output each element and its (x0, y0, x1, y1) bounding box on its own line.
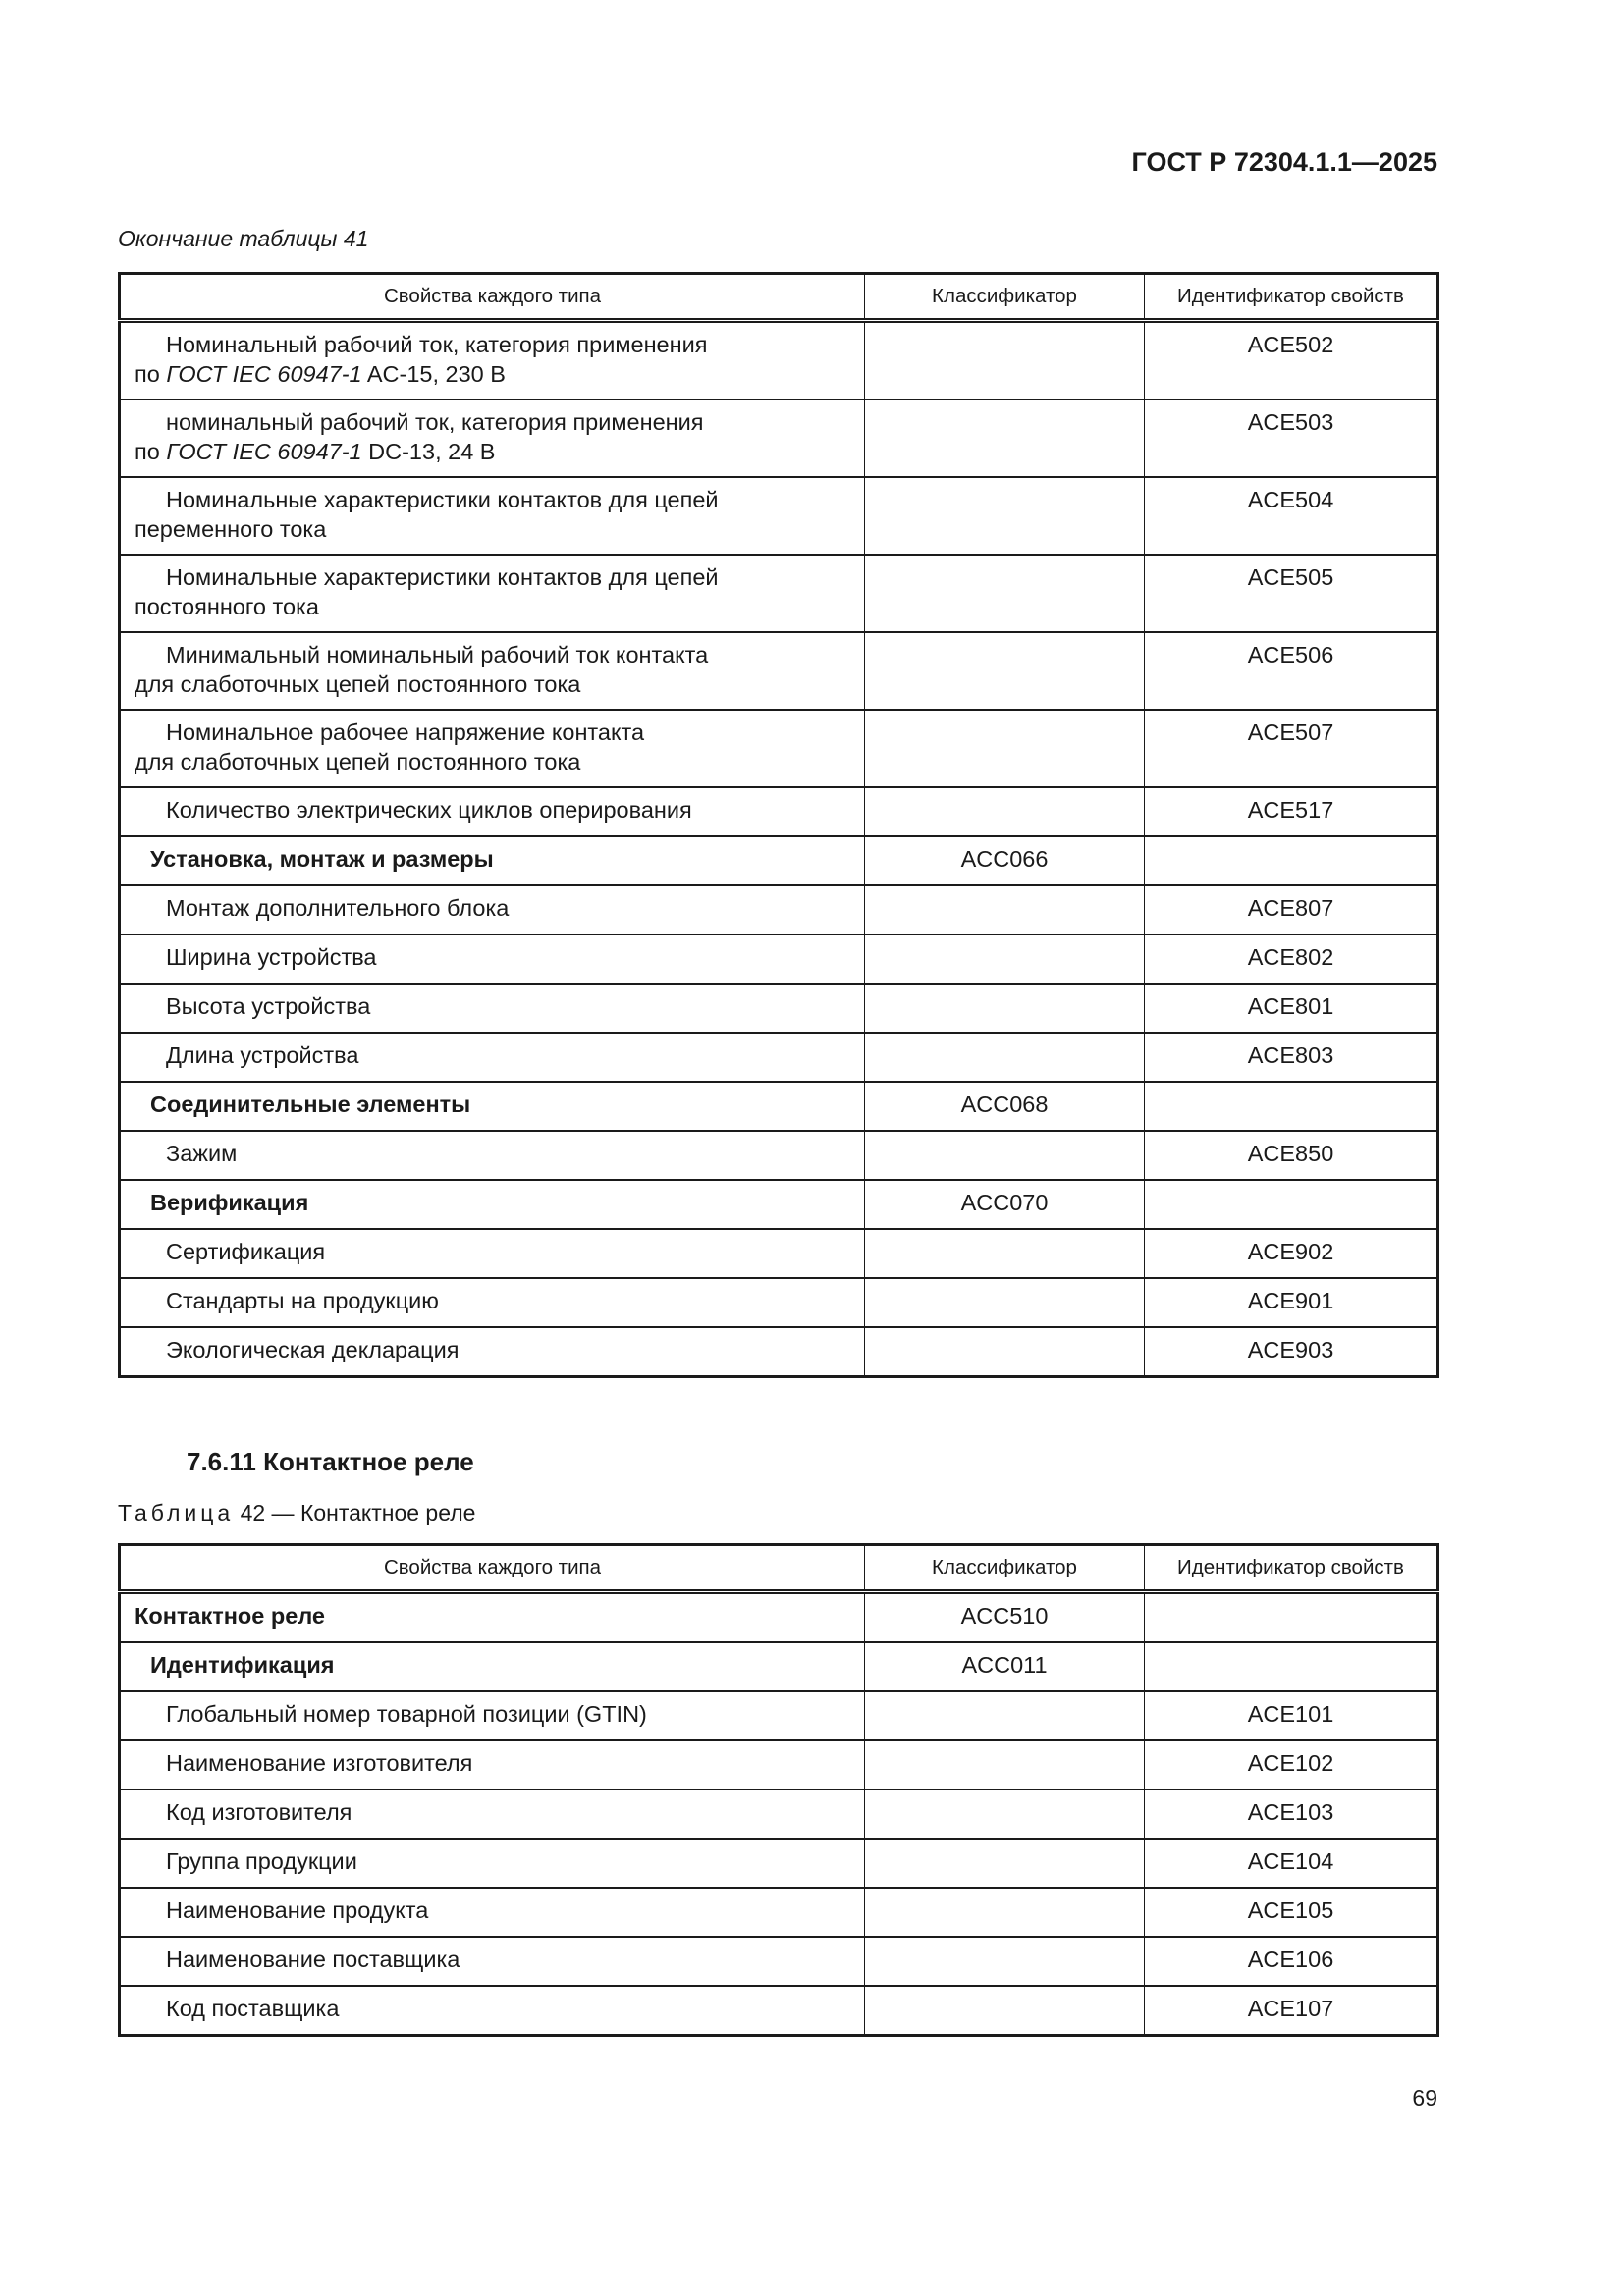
classifier-cell (865, 1986, 1145, 2036)
standard-reference: ГОСТ IEC 60947-1 (166, 439, 362, 464)
property-name-cell (120, 477, 865, 555)
table-caption-word: Таблица (118, 1500, 235, 1525)
property-name-cell (120, 984, 865, 1033)
document-code: ГОСТ Р 72304.1.1—2025 (1131, 147, 1437, 177)
property-id-cell: ACE102 (1145, 1740, 1438, 1789)
classifier-cell (865, 632, 1145, 710)
property-name-line (135, 1945, 864, 1974)
property-name-cell (120, 1229, 865, 1278)
classifier-cell: ACC066 (865, 836, 1145, 885)
property-id-cell (1145, 1082, 1438, 1131)
property-id-cell: ACE903 (1145, 1327, 1438, 1377)
property-name-line (135, 747, 864, 776)
property-name-cell (120, 555, 865, 632)
property-id-cell: ACE105 (1145, 1888, 1438, 1937)
property-id-cell: ACE802 (1145, 934, 1438, 984)
property-name-cell (120, 1937, 865, 1986)
property-name-cell (120, 321, 865, 400)
classifier-cell (865, 400, 1145, 477)
classifier-cell (865, 934, 1145, 984)
classifier-cell: ACC011 (865, 1642, 1145, 1691)
table-row (120, 1592, 1438, 1643)
text-segment: Глобальный номер товарной позиции (GTIN) (166, 1701, 647, 1727)
table-42 (118, 1543, 1439, 2037)
table-row (120, 1131, 1438, 1180)
property-name-cell (120, 710, 865, 787)
property-name-line (135, 1994, 864, 2023)
property-id-cell: ACE502 (1145, 321, 1438, 400)
property-name-line (135, 942, 864, 972)
property-name-cell (120, 1789, 865, 1839)
text-segment: Монтаж дополнительного блока (166, 895, 510, 921)
text-segment: Верификация (150, 1190, 309, 1215)
table-row (120, 1789, 1438, 1839)
text-segment: Зажим (166, 1141, 238, 1166)
table-row (120, 1327, 1438, 1377)
table-row (120, 1642, 1438, 1691)
property-name-line (135, 1846, 864, 1876)
column-header-classifier: Классификатор (865, 274, 1145, 321)
property-name-cell (120, 1131, 865, 1180)
classifier-cell (865, 885, 1145, 934)
text-segment: Стандарты на продукцию (166, 1288, 439, 1313)
table-row (120, 1937, 1438, 1986)
property-name-cell (120, 1180, 865, 1229)
text-segment: для слаботочных цепей постоянного тока (135, 671, 581, 697)
classifier-cell (865, 710, 1145, 787)
classifier-cell (865, 1888, 1145, 1937)
classifier-cell (865, 1937, 1145, 1986)
property-name-cell (120, 1592, 865, 1643)
text-segment: Контактное реле (135, 1603, 326, 1629)
table-row (120, 984, 1438, 1033)
property-name-cell (120, 1740, 865, 1789)
table-row (120, 885, 1438, 934)
text-segment: Номинальное рабочее напряжение контакта (166, 720, 645, 745)
property-id-cell: ACE107 (1145, 1986, 1438, 2036)
property-name-cell (120, 1839, 865, 1888)
classifier-cell (865, 1691, 1145, 1740)
column-header-properties: Свойства каждого типа (120, 1545, 865, 1592)
classifier-cell (865, 321, 1145, 400)
classifier-cell (865, 1839, 1145, 1888)
property-name-line (135, 562, 864, 592)
classifier-cell (865, 984, 1145, 1033)
property-name-line (135, 1188, 864, 1217)
text-segment: по (135, 361, 167, 387)
classifier-cell (865, 787, 1145, 836)
text-segment: Наименование поставщика (166, 1947, 460, 1972)
text-segment: Код изготовителя (166, 1799, 352, 1825)
property-name-line (135, 991, 864, 1021)
property-name-line (135, 1650, 864, 1680)
property-name-cell (120, 632, 865, 710)
text-segment: Высота устройства (166, 993, 371, 1019)
text-segment: Номинальные характеристики контактов для цепей (166, 564, 719, 590)
text-segment: DC-13, 24 В (361, 439, 496, 464)
classifier-cell (865, 1229, 1145, 1278)
property-name-line (135, 1139, 864, 1168)
property-id-cell (1145, 1592, 1438, 1643)
property-name-line (135, 592, 864, 621)
text-segment: Номинальные характеристики контактов для цепей (166, 487, 719, 512)
property-id-cell: ACE503 (1145, 400, 1438, 477)
text-segment: постоянного тока (135, 594, 319, 619)
text-segment: Группа продукции (166, 1848, 357, 1874)
property-name-cell (120, 1642, 865, 1691)
column-header-properties: Свойства каждого типа (120, 274, 865, 321)
property-id-cell: ACE507 (1145, 710, 1438, 787)
table-row (120, 321, 1438, 400)
classifier-cell (865, 1278, 1145, 1327)
property-name-line (135, 718, 864, 747)
property-id-cell (1145, 1180, 1438, 1229)
property-id-cell: ACE850 (1145, 1131, 1438, 1180)
table-row (120, 555, 1438, 632)
property-id-cell: ACE505 (1145, 555, 1438, 632)
property-name-cell (120, 1082, 865, 1131)
property-name-line (135, 1601, 864, 1630)
standard-reference: ГОСТ IEC 60947-1 (166, 361, 362, 387)
table-row (120, 1839, 1438, 1888)
table-row (120, 787, 1438, 836)
property-name-cell (120, 934, 865, 984)
property-id-cell: ACE504 (1145, 477, 1438, 555)
property-name-line (135, 1797, 864, 1827)
property-name-cell (120, 1691, 865, 1740)
classifier-cell (865, 477, 1145, 555)
property-name-line (135, 1041, 864, 1070)
property-id-cell: ACE902 (1145, 1229, 1438, 1278)
table-row (120, 400, 1438, 477)
property-name-line (135, 514, 864, 544)
property-name-cell (120, 1888, 865, 1937)
property-id-cell (1145, 836, 1438, 885)
column-header-classifier: Классификатор (865, 1545, 1145, 1592)
property-name-line (135, 640, 864, 669)
classifier-cell (865, 1033, 1145, 1082)
property-name-line (135, 485, 864, 514)
property-name-cell (120, 836, 865, 885)
table-row (120, 1033, 1438, 1082)
table-row (120, 1691, 1438, 1740)
table-row (120, 1082, 1438, 1131)
table-row (120, 632, 1438, 710)
property-id-cell: ACE807 (1145, 885, 1438, 934)
classifier-cell: ACC510 (865, 1592, 1145, 1643)
table-row (120, 1229, 1438, 1278)
property-name-line (135, 844, 864, 874)
text-segment: Длина устройства (166, 1042, 359, 1068)
text-segment: Экологическая декларация (166, 1337, 460, 1362)
table-row (120, 1740, 1438, 1789)
text-segment: по (135, 439, 167, 464)
table-row (120, 836, 1438, 885)
table-continuation-caption: Окончание таблицы 41 (118, 226, 369, 251)
text-segment: Наименование изготовителя (166, 1750, 473, 1776)
property-id-cell: ACE103 (1145, 1789, 1438, 1839)
property-name-cell (120, 1278, 865, 1327)
property-name-line (135, 1286, 864, 1315)
text-segment: Сертификация (166, 1239, 326, 1264)
text-segment: Установка, монтаж и размеры (150, 846, 494, 872)
property-name-line (135, 1237, 864, 1266)
text-segment: номинальный рабочий ток, категория применения (166, 409, 704, 435)
property-name-cell (120, 1033, 865, 1082)
table-caption-title: 42 — Контактное реле (234, 1500, 476, 1525)
property-name-line (135, 893, 864, 923)
classifier-cell (865, 555, 1145, 632)
table-row (120, 1278, 1438, 1327)
column-header-property-id: Идентификатор свойств (1145, 274, 1438, 321)
text-segment: для слаботочных цепей постоянного тока (135, 749, 581, 774)
property-id-cell: ACE104 (1145, 1839, 1438, 1888)
text-segment: AC-15, 230 В (361, 361, 506, 387)
property-id-cell (1145, 1642, 1438, 1691)
property-id-cell: ACE106 (1145, 1937, 1438, 1986)
property-id-cell: ACE517 (1145, 787, 1438, 836)
property-name-cell (120, 1327, 865, 1377)
property-name-line (135, 1699, 864, 1729)
text-segment: Количество электрических циклов оперирования (166, 797, 692, 823)
property-name-line (135, 1748, 864, 1778)
classifier-cell: ACC068 (865, 1082, 1145, 1131)
text-segment: Наименование продукта (166, 1897, 429, 1923)
property-name-line (135, 1090, 864, 1119)
text-segment: Ширина устройства (166, 944, 377, 970)
table-row (120, 710, 1438, 787)
table-41 (118, 272, 1439, 1378)
property-name-line (135, 669, 864, 699)
table-42-caption (118, 1500, 475, 1526)
property-name-cell (120, 1986, 865, 2036)
text-segment: Номинальный рабочий ток, категория применения (166, 332, 708, 357)
text-segment: Код поставщика (166, 1996, 340, 2021)
property-name-line (135, 359, 864, 389)
classifier-cell (865, 1131, 1145, 1180)
property-name-line (135, 407, 864, 437)
column-header-property-id: Идентификатор свойств (1145, 1545, 1438, 1592)
text-segment: Минимальный номинальный рабочий ток контакта (166, 642, 709, 667)
property-name-line (135, 795, 864, 825)
classifier-cell (865, 1740, 1145, 1789)
property-name-line (135, 1896, 864, 1925)
section-heading: 7.6.11 Контактное реле (187, 1447, 474, 1476)
property-name-cell (120, 400, 865, 477)
property-name-line (135, 437, 864, 466)
property-id-cell: ACE803 (1145, 1033, 1438, 1082)
property-name-cell (120, 885, 865, 934)
property-name-line (135, 1335, 864, 1364)
table-row (120, 1986, 1438, 2036)
property-id-cell: ACE801 (1145, 984, 1438, 1033)
text-segment: Идентификация (150, 1652, 335, 1678)
property-id-cell: ACE101 (1145, 1691, 1438, 1740)
table-row (120, 1888, 1438, 1937)
table-row (120, 1180, 1438, 1229)
property-name-cell (120, 787, 865, 836)
table-row (120, 934, 1438, 984)
property-name-line (135, 330, 864, 359)
text-segment: переменного тока (135, 516, 327, 542)
property-id-cell: ACE506 (1145, 632, 1438, 710)
classifier-cell: ACC070 (865, 1180, 1145, 1229)
property-id-cell: ACE901 (1145, 1278, 1438, 1327)
text-segment: Соединительные элементы (150, 1092, 471, 1117)
classifier-cell (865, 1327, 1145, 1377)
table-row (120, 477, 1438, 555)
classifier-cell (865, 1789, 1145, 1839)
page-number: 69 (1412, 2085, 1437, 2110)
